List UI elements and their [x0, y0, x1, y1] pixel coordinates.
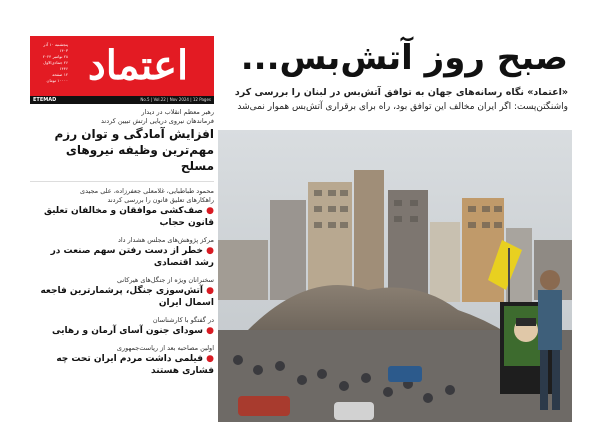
story-kicker: رهبر معظم انقلاب در دیدار — [141, 108, 214, 116]
left-column — [30, 108, 214, 384]
story-headline[interactable]: افزایش آمادگی و توان رزم مهم‌ترین وظیفه نیروهای مسلح — [54, 127, 214, 173]
issue-info: No.5 | Vol.22 | Nov 2024 | 12 Pages — [140, 97, 211, 102]
story-leader-meeting — [30, 108, 214, 174]
story-forest-fire — [30, 276, 214, 309]
masthead — [30, 36, 214, 96]
masthead-meta-line: ۱۲ صفحه — [52, 72, 68, 77]
masthead-date-block — [34, 42, 68, 84]
story-kicker: فرماندهان نیروی دریایی ارتش تبیین کردند — [100, 117, 214, 125]
masthead-info-bar — [30, 96, 214, 104]
hero-subheadline — [222, 86, 568, 114]
hero-sub-line-2: واشنگتن‌پست: اگر ایران مخالف این توافق بود، راه برای برقراری آتش‌بس هموار نمی‌شد — [237, 102, 568, 112]
story-headline-text: فیلمی داشت مردم ایران تحت چه فشاری هستند — [56, 354, 214, 376]
story-headline-text: آتش‌سوزی جنگل، پرشمارترین فاجعه اسمال ایران — [40, 286, 214, 308]
masthead-meta-line: پنجشنبه ۱۰ آذر ۱۴۰۳ — [43, 42, 68, 53]
story-hijab-law — [30, 187, 214, 229]
story-headline[interactable] — [30, 353, 214, 377]
masthead-meta-line: ۱۰۰۰۰ تومان — [46, 78, 68, 83]
bullet-icon: ● — [203, 246, 214, 256]
hero-photo-illustration — [218, 130, 572, 422]
bullet-icon: ● — [203, 326, 214, 336]
masthead-logo: اعتماد — [87, 42, 189, 89]
story-freedom — [30, 316, 214, 337]
story-headline[interactable] — [30, 325, 214, 337]
story-headline-text: سودای جنون آسای آرمان و رهایی — [52, 326, 203, 336]
masthead-meta-line: ۲۸ نوامبر ۲۰۲۴ — [42, 54, 68, 59]
story-kicker: سخنرانان ویژه از جنگل‌های هیرکانی — [117, 276, 214, 284]
story-kicker: مرکز پژوهش‌های مجلس هشدار داد — [117, 236, 214, 244]
hero-photo — [218, 130, 572, 422]
story-kicker: محمود طباطبایی، غلامعلی جعفرزاده، علی مجیدی — [80, 187, 214, 195]
story-kicker: راهکارهای تعلیق قانون را بررسی کردند — [107, 196, 214, 204]
hero-sub-line-1: «اعتماد» نگاه رسانه‌های جهان به توافق آتش‌بس در لبنان را بررسی کرد — [234, 87, 568, 98]
bullet-icon: ● — [203, 286, 214, 296]
story-kicker: در گفتگو با کارشناسان — [152, 316, 214, 324]
story-headline[interactable] — [30, 285, 214, 309]
masthead-meta-line: ۲۶ جمادی‌الاول ۱۴۴۶ — [43, 60, 68, 71]
story-headline[interactable] — [30, 245, 214, 269]
story-headline-text: صف‌کشی موافقان و مخالفان تعلیق قانون حجاب — [43, 206, 214, 228]
story-kicker: اولین مصاحبه بعد از ریاست‌جمهوری — [116, 344, 214, 352]
story-pressure — [30, 344, 214, 377]
bullet-icon: ● — [203, 206, 214, 216]
divider — [30, 181, 214, 182]
bullet-icon: ● — [203, 354, 214, 364]
newspaper-front-page — [22, 30, 578, 422]
story-industry — [30, 236, 214, 269]
hero-headline: صبح روز آتش‌بس... — [240, 38, 568, 78]
brand-latin: ETEMAD — [33, 97, 57, 103]
story-headline-text: خطر از دست رفتن سهم صنعت در رشد اقتصادی — [50, 246, 214, 268]
story-headline[interactable] — [30, 205, 214, 229]
